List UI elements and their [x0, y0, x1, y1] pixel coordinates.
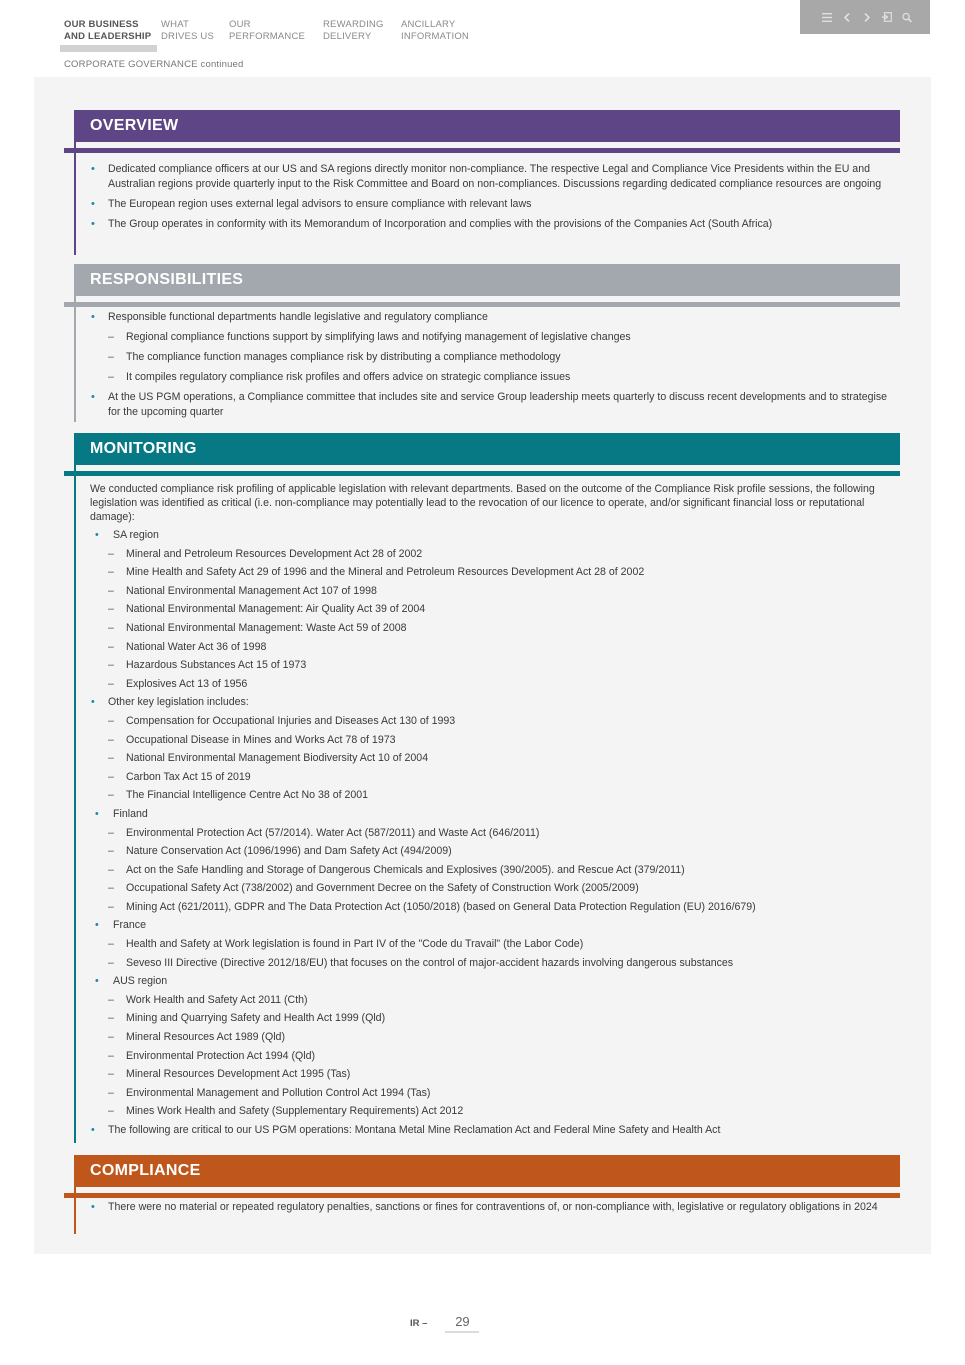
- section-accent-line: [74, 433, 76, 1143]
- sub-list-item: – Work Health and Safety Act 2011 (Cth): [90, 993, 900, 1007]
- list-item-us: • The following are critical to our US PGM operations: Montana Metal Mine Reclamation Act and Federal Mine Safety and Health Act: [90, 1123, 900, 1137]
- sub-list-item: – Mines Work Health and Safety (Supplementary Requirements) Act 2012: [90, 1104, 900, 1118]
- region-heading-finland: • Finland: [90, 807, 900, 821]
- section-body-monitoring: [90, 482, 900, 1142]
- sub-list-item: – Nature Conservation Act (1096/1996) and Dam Safety Act (494/2009): [90, 844, 900, 858]
- sub-list-item: – National Water Act 36 of 1998: [90, 640, 900, 654]
- sub-list-item: – It compiles regulatory compliance risk profiles and offers advice on strategic compliance issues: [90, 370, 900, 385]
- nav-tab-line: DRIVES US: [161, 30, 215, 42]
- section-accent-line: [74, 264, 76, 422]
- content-panel: [34, 77, 931, 1254]
- nav-tab-line: REWARDING: [323, 19, 384, 30]
- search-icon[interactable]: [902, 11, 912, 23]
- section-rule: [64, 148, 900, 153]
- section-body-overview: [90, 162, 900, 237]
- sub-list-item: – Mineral Resources Act 1989 (Qld): [90, 1030, 900, 1044]
- region-heading-france: • France: [90, 918, 900, 932]
- nav-tab-line: DELIVERY: [323, 30, 372, 42]
- nav-tab-line: OUR: [229, 19, 251, 30]
- list-item: • The European region uses external legal advisors to ensure compliance with relevant laws: [90, 197, 900, 212]
- sub-list-item: – Hazardous Substances Act 15 of 1973: [90, 658, 900, 672]
- section-body-compliance: [90, 1200, 900, 1220]
- nav-tab-what-drives-us[interactable]: [161, 19, 229, 42]
- nav-tab-our-business[interactable]: [64, 19, 161, 42]
- nav-tab-ancillary-information[interactable]: [401, 19, 481, 42]
- sub-list-item: – Environmental Protection Act (57/2014). Water Act (587/2011) and Waste Act (646/2011): [90, 826, 900, 840]
- sub-list-item: – Occupational Safety Act (738/2002) and Government Decree on the Safety of Construction Work (2005/2009): [90, 881, 900, 895]
- report-prefix: IR –: [410, 1318, 428, 1329]
- sub-list-item: – Compensation for Occupational Injuries and Diseases Act 130 of 1993: [90, 714, 900, 728]
- exit-icon[interactable]: [882, 11, 892, 23]
- chevron-right-icon[interactable]: [862, 11, 872, 23]
- list-item: • Responsible functional departments handle legislative and regulatory compliance: [90, 310, 900, 325]
- nav-tab-line: ANCILLARY: [401, 19, 456, 30]
- page-number: 29: [445, 1314, 479, 1333]
- menu-icon[interactable]: [822, 11, 832, 23]
- sub-list-item: – Mining Act (621/2011), GDPR and The Data Protection Act (1050/2018) (based on General Data Protection Regulation (EU) 2016/679): [90, 900, 900, 914]
- list-item: • Dedicated compliance officers at our US and SA regions directly monitor non-compliance. The respective Legal and Compliance Vice Presidents within the EU and Australian regions provide quarterly input to the Risk Committee and Board on non-compliances. Discussions regarding dedicated compliance resources are ongoing: [90, 162, 900, 192]
- top-navigation: [64, 19, 481, 42]
- region-heading-sa: • SA region: [90, 528, 900, 542]
- sub-list-item: – Mining and Quarrying Safety and Health Act 1999 (Qld): [90, 1011, 900, 1025]
- nav-tab-our-performance[interactable]: [229, 19, 323, 42]
- list-item: • The Group operates in conformity with its Memorandum of Incorporation and complies with the provisions of the Companies Act (South Africa): [90, 217, 900, 232]
- list-item: • There were no material or repeated regulatory penalties, sanctions or fines for contraventions of, or non-compliance with, legislative or regulatory obligations in 2024: [90, 1200, 900, 1215]
- section-header-compliance: COMPLIANCE: [74, 1155, 900, 1187]
- sub-list-item: – The compliance function manages compliance risk by distributing a compliance methodology: [90, 350, 900, 365]
- section-accent-line: [74, 1155, 76, 1234]
- nav-tab-line: PERFORMANCE: [229, 30, 306, 42]
- breadcrumb: CORPORATE GOVERNANCE continued: [64, 59, 244, 70]
- list-item: • At the US PGM operations, a Compliance committee that includes site and service Group leadership meets quarterly to discuss recent developments and to strategise for the upcoming quarter: [90, 390, 900, 420]
- sub-list-item: – Mineral Resources Development Act 1995 (Tas): [90, 1067, 900, 1081]
- chevron-left-icon[interactable]: [842, 11, 852, 23]
- nav-tab-line: WHAT: [161, 19, 190, 30]
- sub-list-item: – Environmental Protection Act 1994 (Qld): [90, 1049, 900, 1063]
- sub-list-item: – The Financial Intelligence Centre Act No 38 of 2001: [90, 788, 900, 802]
- section-rule: [64, 302, 900, 307]
- sub-list-item: – Regional compliance functions support by simplifying laws and notifying management of legislative changes: [90, 330, 900, 345]
- page-footer: [410, 1314, 479, 1333]
- section-accent-line: [74, 110, 76, 255]
- section-header-monitoring: MONITORING: [74, 433, 900, 465]
- sub-list-item: – Carbon Tax Act 15 of 2019: [90, 770, 900, 784]
- section-header-responsibilities: RESPONSIBILITIES: [74, 264, 900, 296]
- nav-tab-rewarding-delivery[interactable]: [323, 19, 401, 42]
- sub-list-item: – Health and Safety at Work legislation is found in Part IV of the "Code du Travail" (the Labor Code): [90, 937, 900, 951]
- sub-list-item: – Environmental Management and Pollution Control Act 1994 (Tas): [90, 1086, 900, 1100]
- nav-tab-line: INFORMATION: [401, 30, 469, 42]
- section-rule: [64, 471, 900, 476]
- monitoring-intro: We conducted compliance risk profiling of applicable legislation with relevant departments. Based on the outcome of the Compliance Risk profile sessions, the following legislation was identified as critical (i.e. non-compliance may potentially lead to the revocation of our licence to operate, and/or significant financial loss or reputational damage):: [90, 483, 875, 523]
- section-body-responsibilities: [90, 310, 900, 425]
- sub-list-item: – Explosives Act 13 of 1956: [90, 677, 900, 691]
- active-tab-indicator: [60, 45, 157, 52]
- nav-tab-line: OUR BUSINESS: [64, 19, 139, 30]
- sub-list-item: – Mine Health and Safety Act 29 of 1996 and the Mineral and Petroleum Resources Development Act 28 of 2002: [90, 565, 900, 579]
- region-heading-other: • Other key legislation includes:: [90, 695, 900, 709]
- sub-list-item: – National Environmental Management: Waste Act 59 of 2008: [90, 621, 900, 635]
- region-heading-aus: • AUS region: [90, 974, 900, 988]
- section-rule: [64, 1193, 900, 1198]
- sub-list-item: – Seveso III Directive (Directive 2012/18/EU) that focuses on the control of major-accident hazards involving dangerous substances: [90, 956, 900, 970]
- sub-list-item: – Mineral and Petroleum Resources Development Act 28 of 2002: [90, 547, 900, 561]
- sub-list-item: – Occupational Disease in Mines and Works Act 78 of 1973: [90, 733, 900, 747]
- section-header-overview: OVERVIEW: [74, 110, 900, 142]
- sub-list-item: – Act on the Safe Handling and Storage of Dangerous Chemicals and Explosives (390/2005). and Rescue Act (379/2011): [90, 863, 900, 877]
- sub-list-item: – National Environmental Management: Air Quality Act 39 of 2004: [90, 602, 900, 616]
- document-toolbar: [800, 0, 930, 34]
- sub-list-item: – National Environmental Management Biodiversity Act 10 of 2004: [90, 751, 900, 765]
- nav-tab-line: AND LEADERSHIP: [64, 30, 152, 42]
- sub-list-item: – National Environmental Management Act 107 of 1998: [90, 584, 900, 598]
